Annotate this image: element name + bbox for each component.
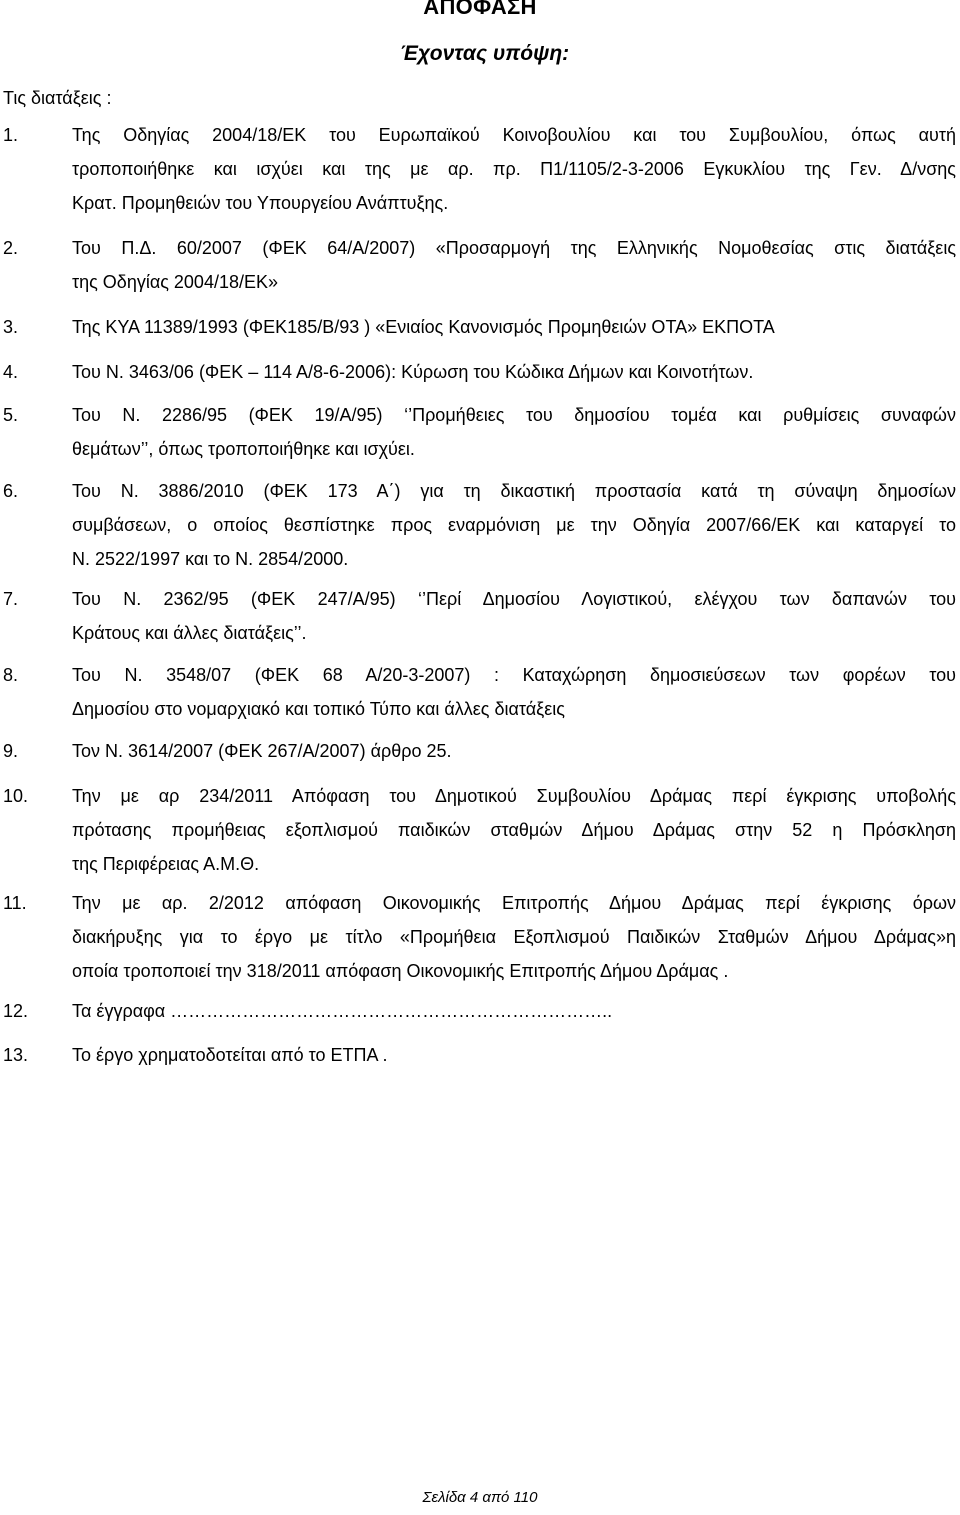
item-number: 7. [3,589,19,609]
item-number: 13. [3,1045,29,1065]
page-footer: Σελίδα 4 από 110 [422,1489,538,1506]
item-number: 6. [3,481,19,501]
item-text: Της ΚΥΑ 11389/1993 (ΦΕΚ185/Β/93 ) «Ενιαίος Κανονισμός Προμηθειών ΟΤΑ» ΕΚΠΟΤΑ [72,317,775,337]
item-number: 12. [3,1001,29,1021]
item-text: Του Ν. 2286/95 (ΦΕΚ 19/Α/95) ‘’Προμήθειες του δημοσίου τομέα και ρυθμίσεις συναφών θεμάτων’’, όπως τροποποιήθηκε και ισχύει. [72,405,956,459]
page-subtitle: Έχοντας υπόψη: [400,42,570,65]
item-text: Του Ν. 3886/2010 (ΦΕΚ 173 Α΄) για τη δικαστική προστασία κατά τη σύναψη δημοσίων συμβάσεων, ο οποίος θεσπίστηκε προς εναρμόνιση με την Οδηγία 2007/66/ΕΚ και καταργεί το Ν. 2522/1997 και το Ν. 2854/2000. [72,481,956,569]
item-number: 5. [3,405,19,425]
page-title: ΑΠΟΦΑΣΗ [423,0,537,19]
item-number: 10. [3,786,29,806]
item-text: Του Π.Δ. 60/2007 (ΦΕΚ 64/Α/2007) «Προσαρμογή της Ελληνικής Νομοθεσίας στις διατάξεις της Οδηγίας 2004/18/ΕΚ» [72,238,956,292]
item-text: Τα έγγραφα ……………………………………………………………….. [72,1001,613,1021]
item-text: Τον Ν. 3614/2007 (ΦΕΚ 267/Α/2007) άρθρο 25. [72,741,452,761]
item-number: 9. [3,741,19,761]
item-text: Της Οδηγίας 2004/18/ΕΚ του Ευρωπαϊκού Κοινοβουλίου και του Συμβουλίου, όπως αυτή τροποποιήθηκε και ισχύει και της με αρ. πρ. Π1/1105/2-3-2006 Εγκυκλίου της Γεν. Δ/νσης Κρατ. Προμηθειών του Υπουργείου Ανάπτυξης. [72,125,956,213]
item-text: Του Ν. 3463/06 (ΦΕΚ – 114 Α/8-6-2006): Κύρωση του Κώδικα Δήμων και Κοινοτήτων. [72,362,754,382]
item-number: 2. [3,238,19,258]
intro-text: Τις διατάξεις : [3,88,112,108]
item-number: 1. [3,125,19,145]
item-number: 3. [3,317,19,337]
item-text: Το έργο χρηματοδοτείται από το ΕΤΠΑ . [72,1045,388,1065]
item-number: 8. [3,665,19,685]
item-text: Την με αρ 234/2011 Απόφαση του Δημοτικού Συμβουλίου Δράμας περί έγκρισης υποβολής πρότασης προμήθειας εξοπλισμού παιδικών σταθμών Δήμου Δράμας στην 52 η Πρόσκληση της Περιφέρειας Α.Μ.Θ. [72,786,956,874]
item-text: Του Ν. 3548/07 (ΦΕΚ 68 Α/20-3-2007) : Καταχώρηση δημοσιεύσεων των φορέων του Δημοσίου στο νομαρχιακό και τοπικό Τύπο και άλλες διατάξεις [72,665,956,719]
item-text: Του Ν. 2362/95 (ΦΕΚ 247/Α/95) ‘’Περί Δημοσίου Λογιστικού, ελέγχου των δαπανών του Κράτους και άλλες διατάξεις’’. [72,589,956,643]
item-text: Την με αρ. 2/2012 απόφαση Οικονομικής Επιτροπής Δήμου Δράμας περί έγκρισης όρων διακήρυξης για το έργο με τίτλο «Προμήθεια Εξοπλισμού Παιδικών Σταθμών Δήμου Δράμας»η οποία τροποποιεί την 318/2011 απόφαση Οικονομικής Επιτροπής Δήμου Δράμας . [72,893,956,981]
item-number: 4. [3,362,19,382]
item-number: 11. [3,893,27,913]
